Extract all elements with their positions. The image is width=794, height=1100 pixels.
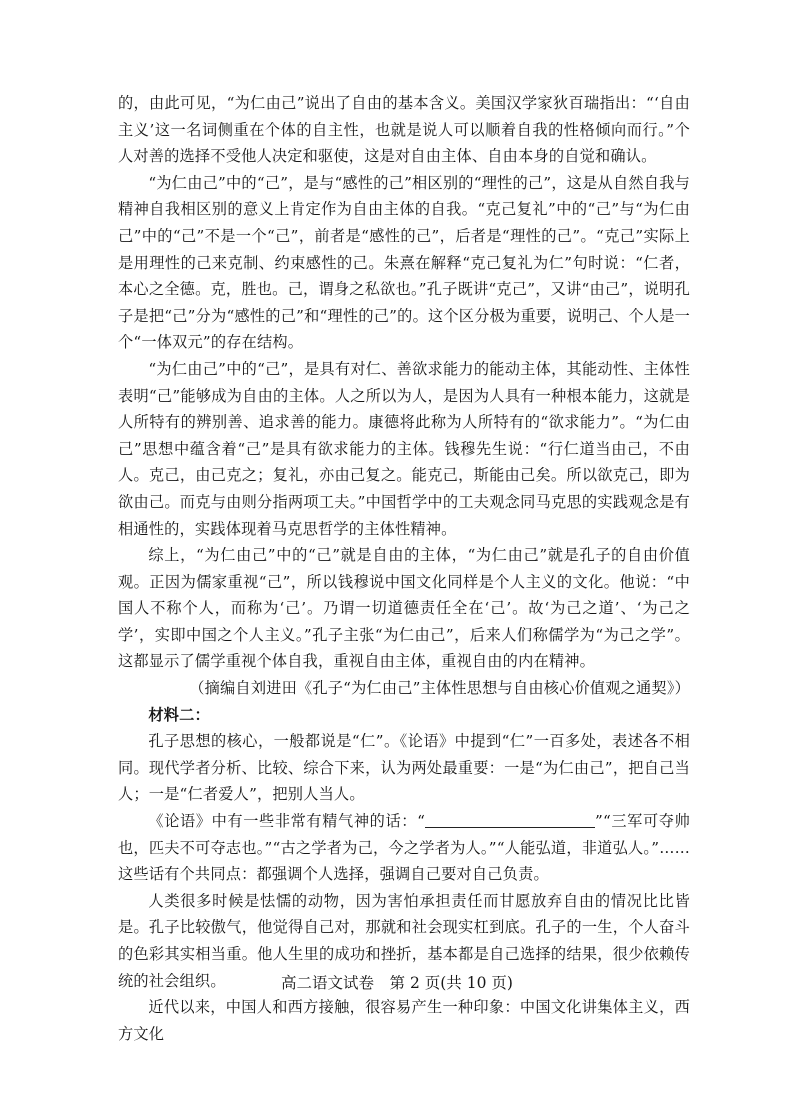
paragraph: “为仁由己”中的“己”，是具有对仁、善欲求能力的能动主体，其能动性、主体性表明“己”能够成为自由的主体。人之所以为人，是因为人具有一种根本能力，这就是人所特有的辨别善、追求善的能力。康德将此称为人所特有的“欲求能力”。“为仁由己”思想中蕴含着“己”是具有欲求能力的主体。钱穆先生说：“行仁道当由己，不由人。克己，由己克之；复礼，亦由己复之。能克己，斯能由己矣。所以欲克己，即为欲由己。而克与由则分指两项工夫。”中国哲学中的工夫观念同马克思的实践观念是有相通性的，实践体现着马克思哲学的主体性精神。 [118,359,690,538]
material-label: 材料二： [148,705,210,724]
text-after-blank: ”“三军可夺帅也，匹夫不可夺志也。”“古之学者为己，今之学者为人。”“人能弘道，非道弘人。”……这些话有个共同点：都强调个人选择，强调自己要对自己负责。 [118,812,690,884]
paragraph-truncated: 近代以来，中国人和西方接触，很容易产生一种印象：中国文化讲集体主义，西方文化 [118,998,690,1043]
text-before-blank: 《论语》中有一些非常有精气神的话：“ [148,812,426,831]
paragraph-with-blank [118,808,690,888]
paragraph: 孔子思想的核心，一般都说是“仁”。《论语》中提到“仁”一百多处，表述各不相同。现代学者分析、比较、综合下来，认为两处最重要：一是“为仁由己”，把自己当人；一是“仁者爱人”，把别人当人。 [118,732,690,804]
fill-in-blank[interactable] [425,813,595,828]
paragraph: 综上，“为仁由己”中的“己”就是自由的主体，“为仁由己”就是孔子的自由价值观。正因为儒家重视“己”，所以钱穆说中国文化同样是个人主义的文化。他说：“中国人不称个人，而称为‘己’。乃谓一切道德责任全在‘己’。故‘为己之道’、‘为己之学’，实即中国之个人主义。”孔子主张“为仁由己”，后来人们称儒学为“为己之学”。这都显示了儒学重视个体自我，重视自由主体，重视自由的内在精神。 [118,546,690,671]
page-footer: 高二语文试卷 第 2 页(共 10 页) [281,974,513,992]
source-citation: （摘编自刘进田《孔子“为仁由己”主体性思想与自由核心价值观之通契》） [189,679,690,698]
paragraph: “为仁由己”中的“己”，是与“感性的己”相区别的“理性的己”，这是从自然自我与精神自我相区别的意义上肯定作为自由主体的自我。“克己复礼”中的“己”与“为仁由己”中的“己”不是一个“己”，前者是“感性的己”，后者是“理性的己”。“克己”实际上是用理性的己来克制、约束感性的己。朱熹在解释“克己复礼为仁”句时说：“仁者，本心之全德。克，胜也。己，谓身之私欲也。”孔子既讲“克己”，又讲“由己”，说明孔子是把“己”分为“感性的己”和“理性的己”的。这个区分极为重要，说明己、个人是一个“一体双元”的存在结构。 [118,173,690,352]
paragraph-continued: 的，由此可见，“为仁由己”说出了自由的基本含义。美国汉学家狄百瑞指出：“‘自由主义’这一名词侧重在个体的自主性，也就是说人可以顺着自我的性格倾向而行。”个人对善的选择不受他人决定和驱使，这是对自由主体、自由本身的自觉和确认。 [118,94,690,166]
paragraph: 人类很多时候是怯懦的动物，因为害怕承担责任而甘愿放弃自由的情况比比皆是。孔子比较傲气，他觉得自己对，那就和社会现实杠到底。孔子的一生，个人奋斗的色彩其实相当重。他人生里的成功和挫折，基本都是自己选择的结果，很少依赖传统的社会组织。 [118,891,690,990]
